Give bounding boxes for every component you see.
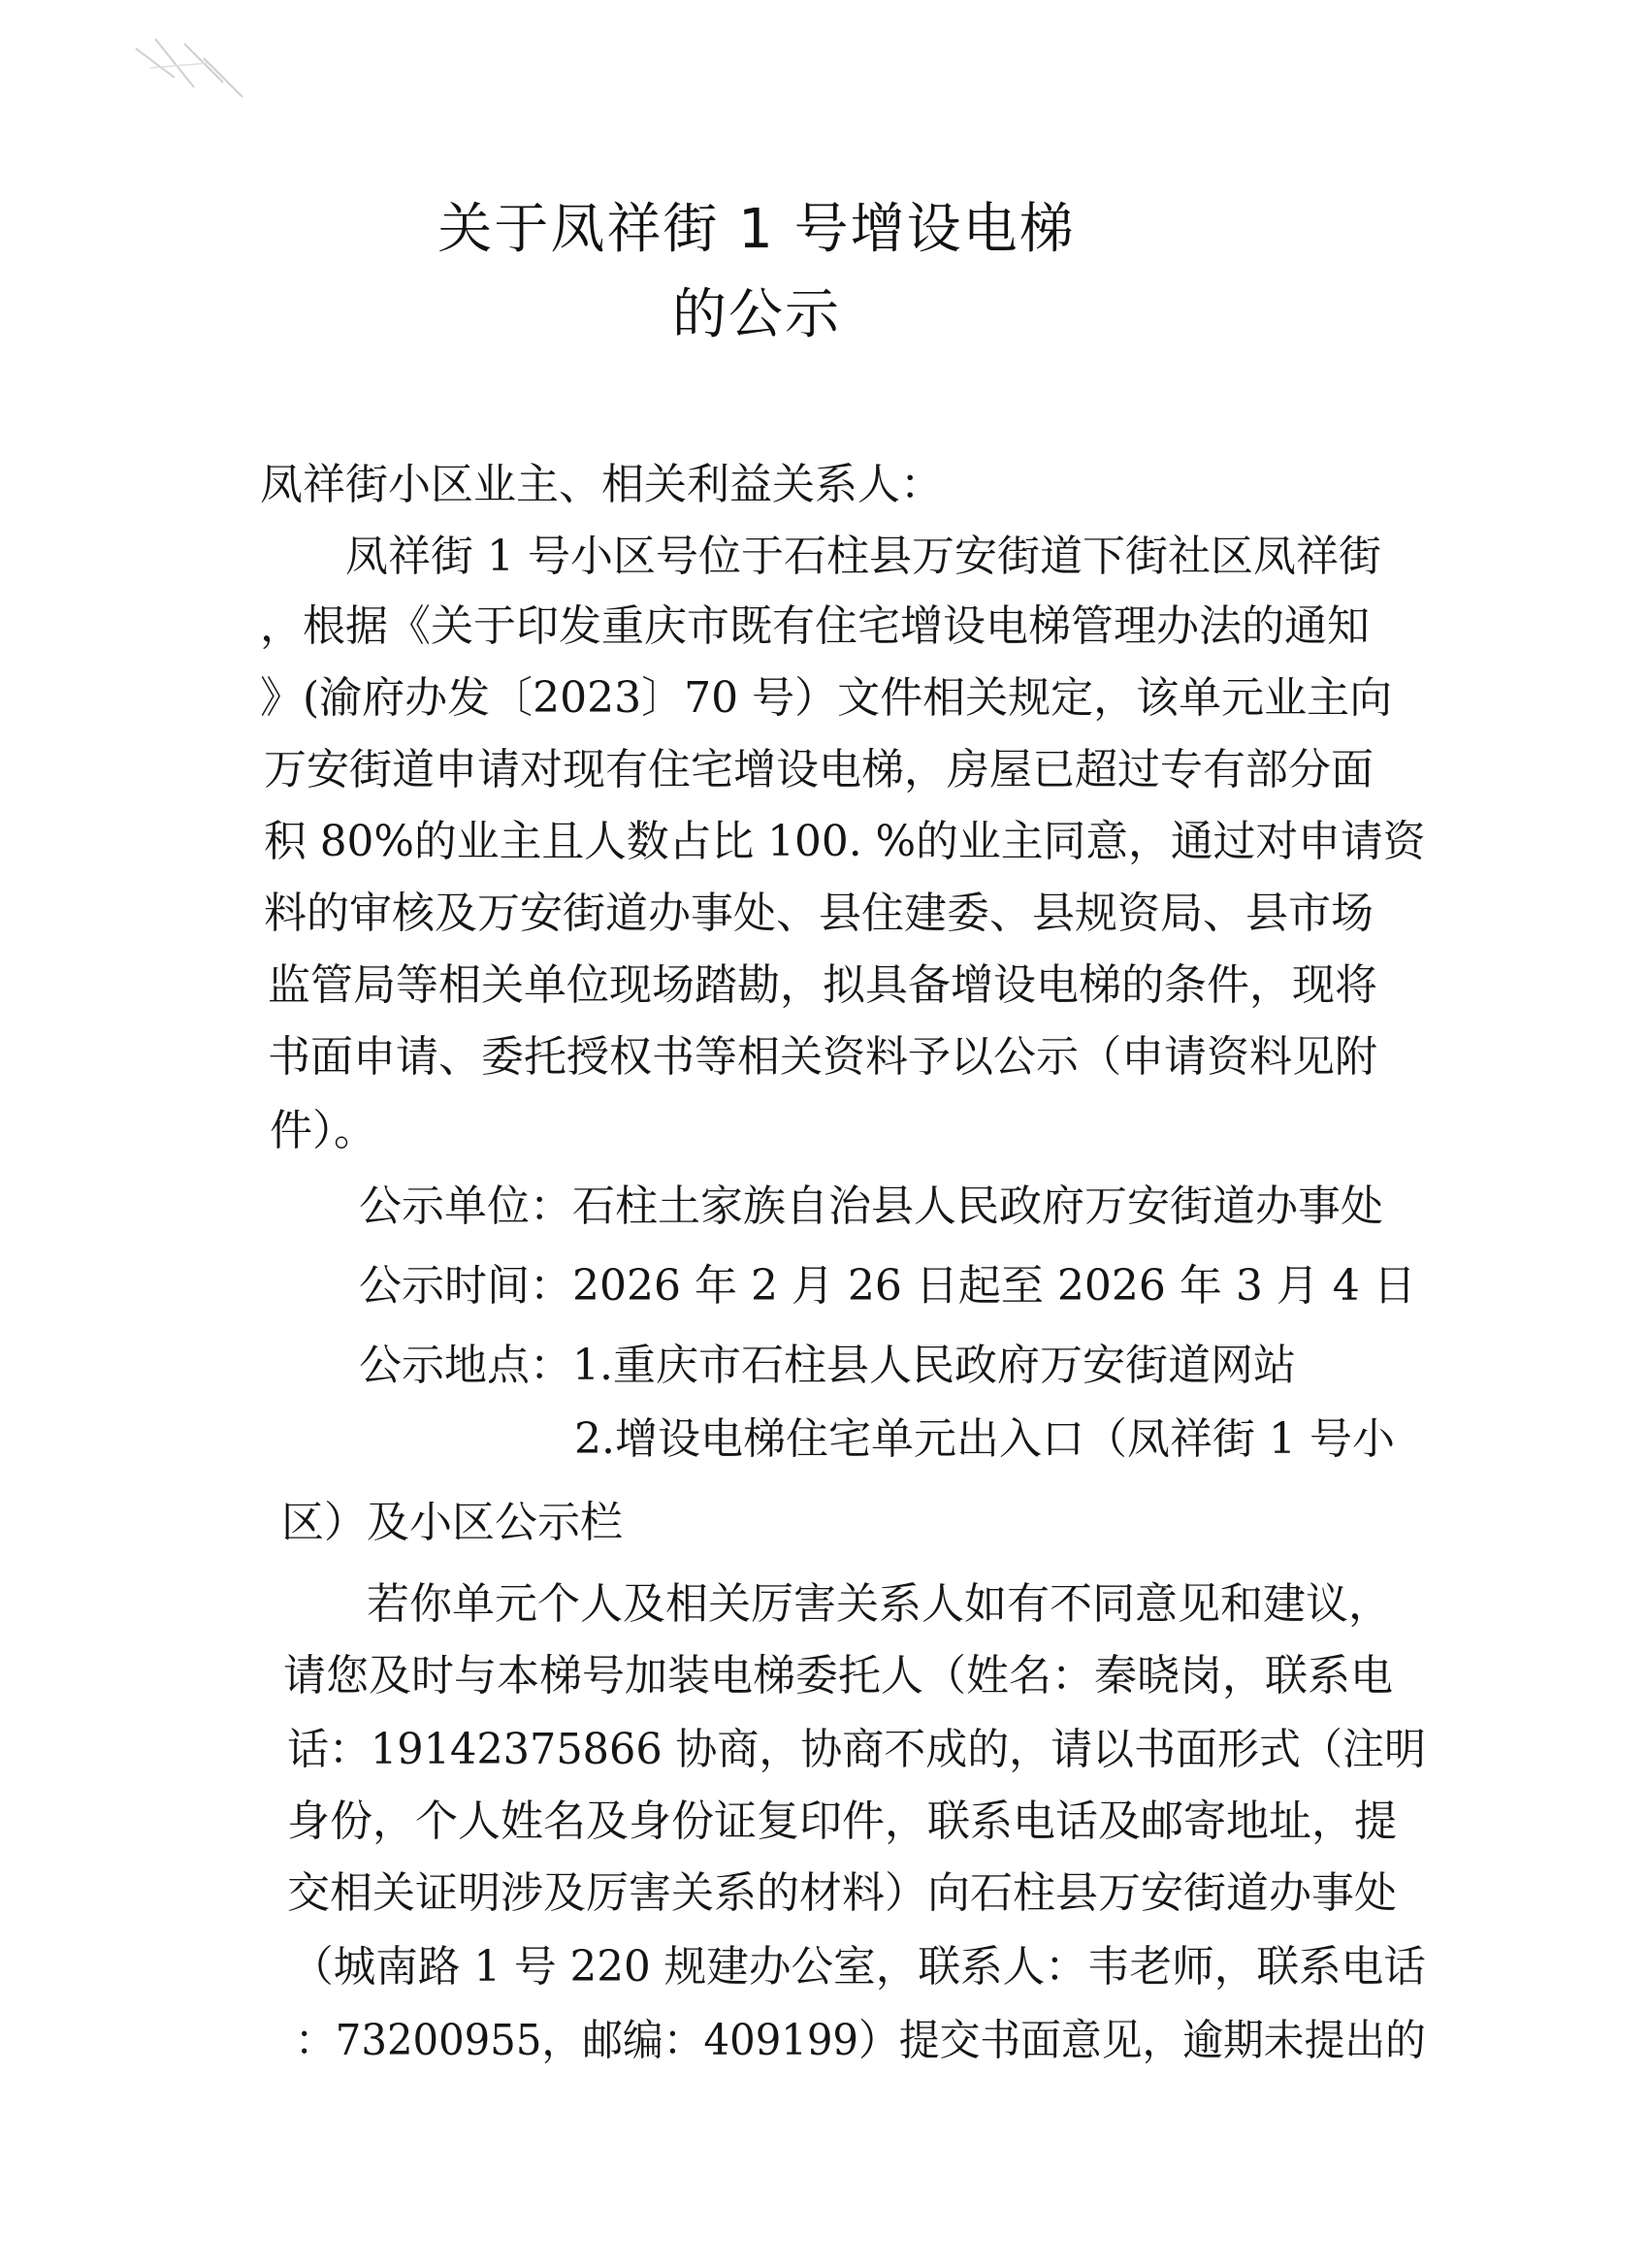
body-line-2: ，根据《关于印发重庆市既有住宅增设电梯管理办法的通知 [260, 601, 1370, 651]
closing-line-5: 交相关证明涉及厉害关系的材料）向石柱县万安街道办事处 [287, 1868, 1397, 1918]
notice-unit: 公示单位：石柱土家族自治县人民政府万安街道办事处 [359, 1182, 1383, 1231]
body-line-1: 凤祥街 1 号小区号位于石柱县万安街道下街社区凤祥街 [345, 532, 1381, 581]
closing-line-3: 话：19142375866 协商，协商不成的，请以书面形式（注明 [287, 1725, 1426, 1774]
document-title-line-2: 的公示 [672, 283, 841, 346]
closing-line-2: 请您及时与本梯号加装电梯委托人（姓名：秦晓岗，联系电 [283, 1651, 1393, 1701]
body-line-3: 》(渝府办发〔2023〕70 号）文件相关规定，该单元业主向 [260, 673, 1393, 723]
closing-line-7: ：73200955，邮编：409199）提交书面意见，逾期未提出的 [295, 2016, 1426, 2065]
notice-place-1: 公示地点：1.重庆市石柱县人民政府万安街道网站 [359, 1341, 1296, 1390]
body-line-7: 监管局等相关单位现场踏勘，拟具备增设电梯的条件，现将 [268, 960, 1377, 1010]
closing-line-6: （城南路 1 号 220 规建办公室，联系人：韦老师，联系电话 [291, 1942, 1426, 1992]
closing-line-4: 身份，个人姓名及身份证复印件，联系电话及邮寄地址，提 [287, 1797, 1397, 1846]
closing-line-1: 若你单元个人及相关厉害关系人如有不同意见和建议， [367, 1579, 1391, 1629]
body-line-6: 料的审核及万安街道办事处、县住建委、县规资局、县市场 [264, 889, 1374, 938]
scan-smudge-icon [116, 29, 252, 107]
body-line-5: 积 80%的业主且人数占比 100. %的业主同意，通过对申请资 [264, 817, 1426, 866]
notice-place-3: 区）及小区公示栏 [281, 1498, 623, 1547]
notice-place-2: 2.增设电梯住宅单元出入口（凤祥街 1 号小 [574, 1414, 1395, 1464]
body-line-9: 件）。 [270, 1106, 376, 1155]
salutation: 凤祥街小区业主、相关利益关系人： [260, 460, 943, 509]
body-line-4: 万安街道申请对现有住宅增设电梯，房屋已超过专有部分面 [264, 745, 1374, 794]
notice-time: 公示时间：2026 年 2 月 26 日起至 2026 年 3 月 4 日 [359, 1261, 1416, 1311]
document-title-line-1: 关于凤祥街 1 号增设电梯 [437, 198, 1076, 261]
body-line-8: 书面申请、委托授权书等相关资料予以公示（申请资料见附 [268, 1032, 1377, 1082]
